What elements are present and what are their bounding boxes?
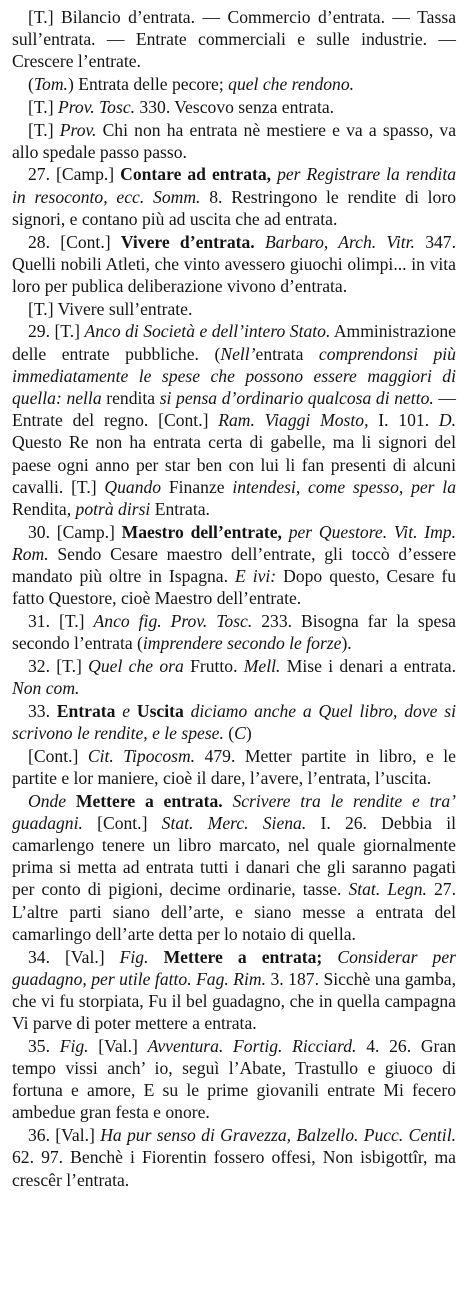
italic-run: C bbox=[234, 723, 246, 743]
text-run: Rendita bbox=[12, 498, 67, 519]
italic-run: Considerar per guadagno, per utile fatto. Fag. Rim. bbox=[12, 946, 457, 989]
italic-run: Nell’ bbox=[220, 343, 256, 364]
entry-paragraph bbox=[12, 1124, 456, 1191]
headword: Entrata bbox=[56, 700, 116, 721]
text-run: Amministrazione delle entrate pubbliche. ( bbox=[12, 321, 456, 364]
italic-run: per Registrare la rendita in resoconto, ecc. Somm. bbox=[12, 164, 457, 207]
italic-run: Non com. bbox=[12, 678, 80, 699]
text-run: Finanze bbox=[161, 476, 233, 497]
text-run: 27. [Camp.] bbox=[28, 164, 121, 185]
entry-paragraph bbox=[12, 1035, 456, 1124]
entry-paragraph bbox=[12, 521, 456, 610]
text-run: 479. Metter partite in libro, e le partite e lor maniere, cioè il dare, l’avere, l’entrata, l’uscita. bbox=[12, 745, 456, 788]
text-run: 32. [T.] bbox=[28, 655, 89, 676]
text-run: [T.] bbox=[28, 96, 58, 117]
italic-run: si pensa d’ordinario qualcosa di netto. bbox=[159, 387, 434, 408]
headword: Mettere a entrata. bbox=[75, 790, 223, 811]
italic-run: Fig. bbox=[119, 946, 149, 967]
headword: Contare ad entrata, bbox=[120, 164, 272, 185]
text-run: [Val.] bbox=[88, 1035, 148, 1056]
text-run: 33. bbox=[28, 700, 57, 721]
italic-run: intendesi, come spesso, per la bbox=[232, 476, 456, 497]
entry-paragraph bbox=[12, 96, 456, 118]
headword: Mettere a entrata; bbox=[163, 946, 323, 967]
text-run: entrata bbox=[255, 343, 319, 364]
text-run: Mise i denari a entrata. bbox=[280, 655, 456, 676]
text-run: — Entrate del regno. [Cont.] bbox=[12, 387, 456, 431]
text-run bbox=[184, 701, 191, 721]
text-run: 36. [Val.] bbox=[28, 1125, 101, 1146]
italic-run: , potrà dirsi bbox=[66, 498, 151, 519]
entry-paragraph bbox=[12, 6, 456, 73]
italic-run: Quando bbox=[104, 476, 162, 497]
text-run: ) bbox=[245, 723, 252, 743]
italic-run: D. bbox=[438, 410, 456, 431]
italic-run: Cit. Tipocosm. bbox=[87, 745, 196, 766]
text-run: Dopo questo, Cesare fu fatto Questore, cioè Maestro dell’entrate. bbox=[12, 566, 457, 609]
text-run: I. 101. bbox=[368, 410, 439, 431]
headword: Uscita bbox=[136, 700, 184, 721]
text-run: 27. L’altre parti siano dell’arte, e siano messe a entrata del camarlingo dell’arte detta per lo notaio di quella. bbox=[12, 879, 456, 944]
italic-run: Scrivere tra le rendite e tra’ guadagni. bbox=[12, 790, 456, 833]
italic-run: Anco fig. Prov. Tosc. bbox=[93, 610, 253, 631]
text-run: ( bbox=[28, 74, 34, 95]
text-run bbox=[149, 947, 164, 967]
headword: Vivere d’entrata. bbox=[120, 231, 255, 252]
italic-run: e bbox=[115, 700, 137, 721]
entry-paragraph bbox=[12, 700, 456, 744]
text-run: [T.] Vivere sull’entrate. bbox=[28, 298, 193, 319]
text-run: 233. Bisogna far la spesa secondo l’entrata ( bbox=[12, 610, 456, 654]
text-run: rendita bbox=[101, 387, 160, 408]
italic-run: Ha pur senso di Gravezza, Balzello. Pucc. Centil. bbox=[100, 1125, 456, 1146]
italic-run: quel che rendono. bbox=[228, 74, 355, 95]
entry-paragraph bbox=[12, 320, 456, 520]
text-run: ). bbox=[341, 633, 352, 654]
italic-run: Prov. bbox=[59, 119, 97, 140]
text-run: Sendo Cesare maestro dell’entrate, gli toccò d’essere mandato più oltre in Ispagna. bbox=[12, 543, 456, 587]
italic-run: comprendonsi più immediatamente le spese che possono essere maggiori di quella: nella bbox=[12, 343, 456, 408]
entry-paragraph bbox=[12, 119, 456, 163]
text-run: Entrata. bbox=[150, 498, 210, 519]
text-run: 62. 97. Benchè i Fiorentin fossero offesi, Non isbigottîr, ma crescêr l’entrata. bbox=[12, 1147, 456, 1190]
text-run: 28. [Cont.] bbox=[28, 231, 121, 252]
text-run: 4. 26. Gran tempo vissi anch’ io, seguì l’Abate, Trastullo e giuoco di fortuna e amore, E su le prime giovanili entrate Mi fecero ambedue gran festa e onore. bbox=[12, 1035, 457, 1123]
italic-run: Mell. bbox=[243, 655, 281, 676]
text-run: 35. bbox=[28, 1035, 60, 1056]
italic-run: Prov. Tosc. bbox=[57, 96, 136, 117]
text-run: 29. [T.] bbox=[28, 321, 85, 342]
text-run: [Cont.] bbox=[28, 745, 88, 766]
entry-paragraph bbox=[12, 73, 456, 95]
text-run: 330. Vescovo senza entrata. bbox=[135, 96, 335, 117]
italic-run: Anco di Società e dell’intero Stato. bbox=[84, 321, 331, 342]
italic-run: diciamo anche a Quel libro, dove si scrivono le rendite, e le spese. bbox=[12, 700, 456, 743]
entry-paragraph bbox=[12, 163, 456, 230]
entry-paragraph bbox=[12, 655, 456, 699]
italic-run: Quel che ora bbox=[88, 655, 184, 676]
italic-run: Ram. Viaggi Mosto, bbox=[218, 410, 369, 431]
italic-run: E ivi: bbox=[234, 566, 277, 587]
text-run bbox=[322, 947, 337, 967]
text-run bbox=[255, 232, 265, 252]
italic-run: Stat. Legn. bbox=[348, 879, 427, 900]
text-run: ( bbox=[223, 723, 235, 743]
entry-paragraph bbox=[12, 946, 456, 1035]
italic-run: Fig. bbox=[59, 1035, 89, 1056]
headword: Maestro dell’entrate, bbox=[121, 521, 282, 542]
text-run: 30. [Camp.] bbox=[28, 521, 122, 542]
text-run: 3. 187. Sicchè una gamba, che vi fu storpiata, Fu il bel guadagno, che in quella campagna Vi parve di poter mettere a entrata. bbox=[12, 968, 457, 1034]
text-run: I. 26. Debbia il camarlengo tenere un libro marcato, nel quale giornalmente prima si metta ad entrata tutti i danari che gli saranno pagati per conto di pigioni, decime ordinarie, tasse. bbox=[12, 812, 456, 900]
text-run bbox=[282, 522, 289, 542]
text-run: [T.] Bilancio d’entrata. — Commercio d’entrata. — Tassa sull’entrata. — Entrate commerciali e sulle industrie. — Crescere l’entrate. bbox=[12, 7, 456, 72]
text-run: Questo Re non ha entrata certa di gabelle, ma li signori del paese ogni anno per star ben con lui li fan presenti di alcuni cavalli. [T.] bbox=[12, 432, 456, 497]
text-run: 347. Quelli nobili Atleti, che vinto avessero giuochi olimpi... in vita loro per publica deliberazione vivono d’entrata. bbox=[12, 231, 456, 296]
text-run: Chi non ha entrata nè mestiere e va a spasso, va allo spedale passo passo. bbox=[12, 119, 456, 162]
italic-run: Stat. Merc. Siena. bbox=[161, 812, 307, 833]
italic-run: Tom. bbox=[33, 74, 68, 95]
entry-paragraph bbox=[12, 298, 456, 320]
entry-paragraph bbox=[12, 610, 456, 654]
italic-run: Onde bbox=[28, 790, 67, 811]
italic-run: per Questore. Vit. Imp. Rom. bbox=[12, 521, 456, 564]
italic-run: imprendere secondo le forze bbox=[142, 633, 342, 654]
entry-paragraph bbox=[12, 231, 456, 298]
text-run: 31. [T.] bbox=[28, 610, 94, 631]
entry-paragraph bbox=[12, 745, 456, 789]
entry-paragraph bbox=[12, 790, 456, 945]
italic-run: Barbaro, Arch. Vitr. bbox=[264, 231, 415, 252]
italic-run: Avventura. Fortig. Ricciard. bbox=[147, 1035, 357, 1056]
text-run: Frutto. bbox=[183, 655, 244, 676]
text-run: 34. [Val.] bbox=[28, 946, 120, 967]
text-run bbox=[66, 791, 76, 811]
text-run: [T.] bbox=[28, 119, 60, 140]
text-run: [Cont.] bbox=[82, 812, 162, 833]
text-run bbox=[223, 791, 233, 811]
text-run: 8. Restringono le rendite di loro signori, e contano più ad uscita che ad entrata. bbox=[12, 186, 456, 229]
text-run: ) Entrata delle pecore; bbox=[67, 74, 229, 95]
